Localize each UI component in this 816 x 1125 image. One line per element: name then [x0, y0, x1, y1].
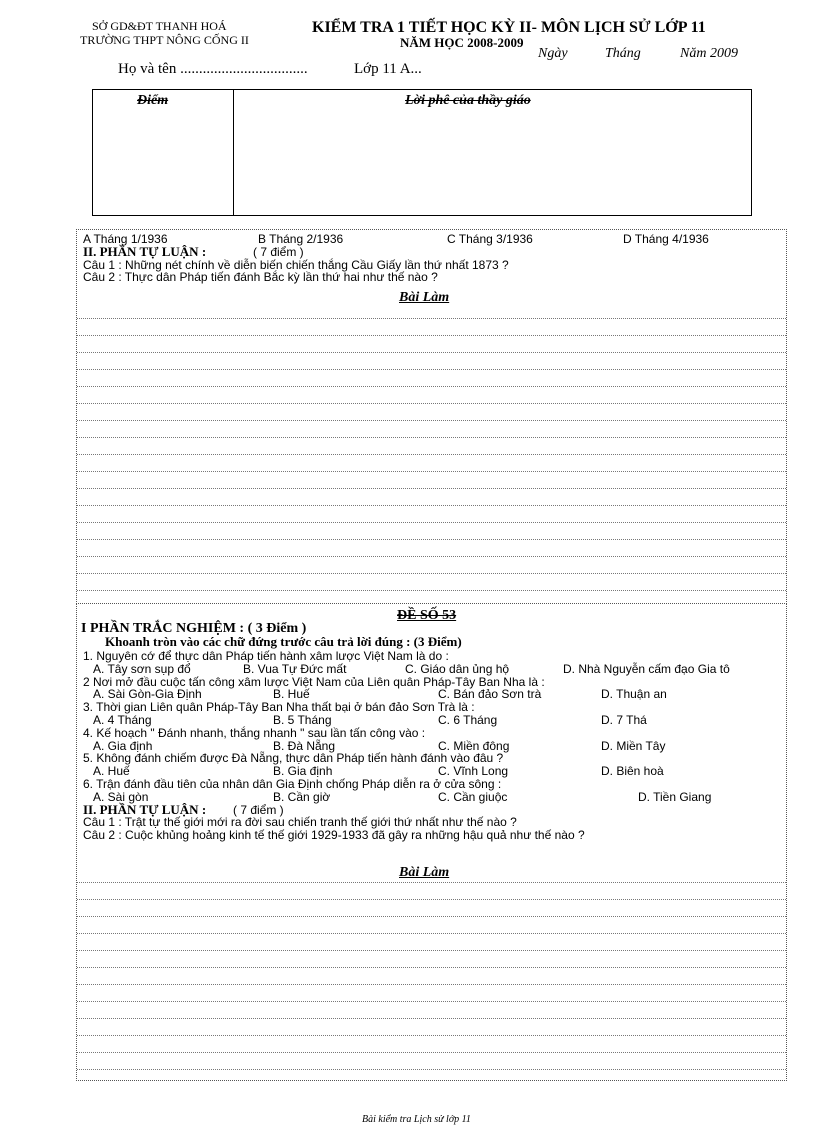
mcq-q3: 3. Thời gian Liên quân Pháp-Tây Ban Nha thất bại ở bán đảo Sơn Trà là :	[83, 700, 475, 715]
mcq-q5: 5. Không đánh chiếm được Đà Nẵng, thực dân Pháp tiến hành đánh vào đâu ?	[83, 751, 504, 766]
mcq-q1-b[interactable]: B. Vua Tự Đức mất	[243, 661, 347, 676]
essay2-heading: II. PHẦN TỰ LUẬN :	[83, 801, 207, 817]
mcq-q6-d[interactable]: D. Tiền Giang	[638, 789, 712, 804]
class-field[interactable]: Lớp 11 A...	[354, 61, 422, 77]
essay2-points: ( 7 điểm )	[233, 802, 284, 817]
mcq-q4-a[interactable]: A. Gia định	[93, 738, 153, 753]
mcq-q5-c[interactable]: C. Vĩnh Long	[438, 764, 509, 779]
question-1: Câu 1 : Những nét chính về diễn biến chiến thắng Cầu Giấy lần thứ nhất 1873 ?	[83, 257, 509, 272]
mcq-q2: 2 Nơi mở đầu cuộc tấn công xâm lược Việt Nam của Liên quân Pháp-Tây Ban Nha là :	[83, 674, 545, 689]
school-name: TRƯỜNG THPT NÔNG CỐNG II	[80, 33, 249, 47]
mcq-heading: I PHẦN TRẮC NGHIỆM : ( 3 Điểm )	[81, 621, 307, 636]
student-name-field[interactable]: Họ và tên ..................................	[118, 61, 308, 77]
essay2-question-2: Câu 2 : Cuộc khủng hoảng kinh tế thế giới 1929-1933 đã gây ra những hậu quả như thế nào ?	[83, 828, 585, 843]
option-b: B Tháng 2/1936	[258, 232, 344, 246]
answer2-heading: Bài Làm	[399, 865, 450, 880]
question-2: Câu 2 : Thực dân Pháp tiến đánh Bắc kỳ lần thứ hai như thế nào ?	[83, 270, 438, 285]
mcq-q2-a[interactable]: A. Sài Gòn-Gia Định	[93, 687, 202, 702]
answer-heading: Bài Làm	[399, 290, 450, 305]
mcq-q2-c[interactable]: C. Bán đảo Sơn trà	[438, 687, 542, 702]
date-year: Năm 2009	[680, 46, 738, 61]
mcq-q6-c[interactable]: C. Cần giuộc	[438, 789, 508, 804]
mcq-q6-a[interactable]: A. Sài gòn	[93, 789, 149, 804]
exam-title: KIỂM TRA 1 TIẾT HỌC KỲ II- MÔN LỊCH SỬ LỚP 11	[312, 19, 706, 36]
mcq-q4-d[interactable]: D. Miền Tây	[601, 738, 666, 753]
footer-text: Bài kiểm tra Lịch sử lớp 11	[362, 1114, 471, 1125]
grade-box	[92, 89, 752, 216]
date-month: Tháng	[605, 46, 641, 61]
mcq-q2-d[interactable]: D. Thuận an	[601, 687, 667, 702]
score-label: Điểm	[137, 93, 169, 108]
essay-points: ( 7 điểm )	[253, 244, 304, 259]
section-exam-53	[76, 603, 787, 1081]
essay2-question-1: Câu 1 : Trật tự thế giới mới ra đời sau chiến tranh thế giới thứ nhất như thế nào ?	[83, 815, 517, 830]
option-a: A Tháng 1/1936	[83, 232, 168, 246]
school-year: NĂM HỌC 2008-2009	[400, 35, 524, 50]
mcq-q3-a[interactable]: A. 4 Tháng	[93, 712, 152, 727]
option-c: C Tháng 3/1936	[447, 232, 533, 246]
mcq-q5-a[interactable]: A. Huế	[93, 764, 130, 779]
mcq-q4-b[interactable]: B. Đà Nẵng	[273, 738, 336, 753]
mcq-q4: 4. Kế hoạch " Đánh nhanh, thắng nhanh " sau lần tấn công vào :	[83, 725, 426, 740]
mcq-instruction: Khoanh tròn vào các chữ đứng trước câu trả lời đúng : (3 Điểm)	[105, 634, 462, 649]
mcq-q2-b[interactable]: B. Huế	[273, 687, 310, 702]
option-d: D Tháng 4/1936	[623, 232, 709, 246]
mcq-q1: 1. Nguyên cớ để thực dân Pháp tiến hành xâm lược Việt Nam là do :	[83, 649, 449, 663]
dept-name: SỞ GD&ĐT THANH HOÁ	[92, 19, 227, 33]
mcq-q6-b[interactable]: B. Cần giờ	[273, 789, 331, 804]
mcq-q3-d[interactable]: D. 7 Thá	[601, 712, 647, 727]
mcq-q6: 6. Trận đánh đầu tiên của nhân dân Gia Định chống Pháp diễn ra ở cửa sông :	[83, 776, 502, 791]
mcq-q5-d[interactable]: D. Biên hoà	[601, 764, 664, 779]
section-essay-1	[76, 229, 787, 604]
comment-label: Lời phê của thầy giáo	[405, 93, 531, 108]
essay-heading: II. PHẦN TỰ LUẬN :	[83, 243, 207, 259]
date-day: Ngày	[538, 46, 568, 61]
mcq-q3-b[interactable]: B. 5 Tháng	[273, 712, 332, 727]
mcq-q4-c[interactable]: C. Miền đông	[438, 738, 510, 753]
mcq-q1-c[interactable]: C. Giáo dân ủng hộ	[405, 661, 510, 676]
mcq-q1-d[interactable]: D. Nhà Nguyễn cấm đạo Gia tô	[563, 661, 730, 676]
mcq-q3-c[interactable]: C. 6 Tháng	[438, 712, 498, 727]
exam-code: ĐỀ SỐ 53	[397, 608, 457, 623]
mcq-q1-a[interactable]: A. Tây sơn sụp đổ	[93, 661, 191, 676]
mcq-q5-b[interactable]: B. Gia định	[273, 764, 333, 779]
